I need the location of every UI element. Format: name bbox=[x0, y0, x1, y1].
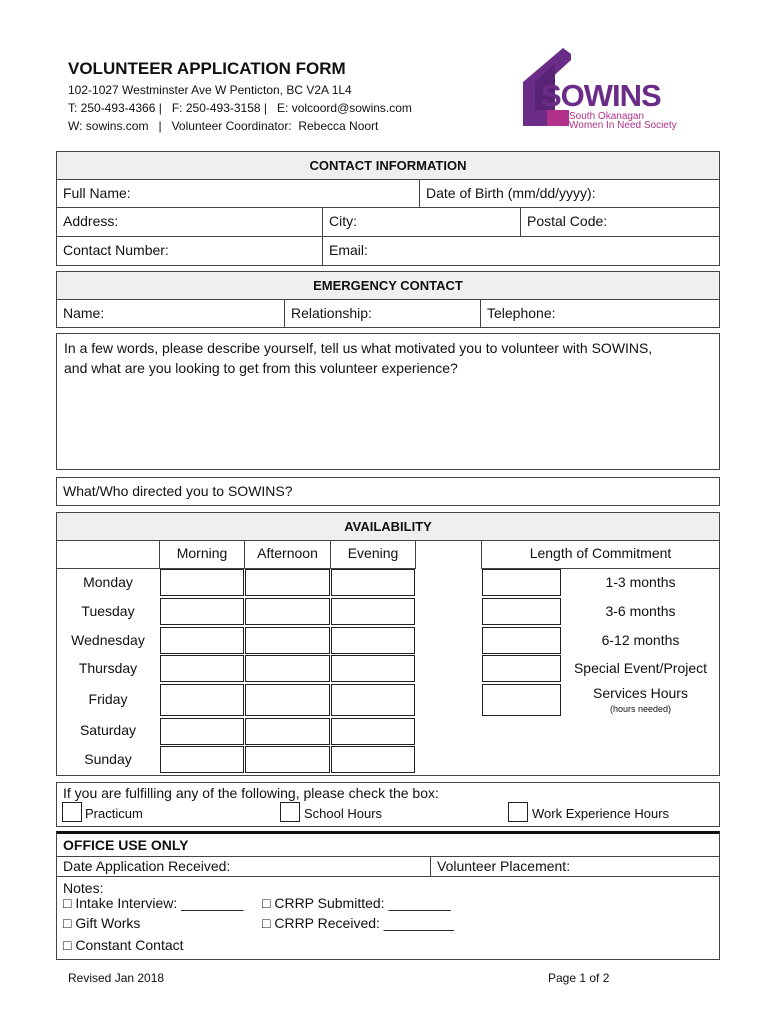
day-saturday: Saturday bbox=[79, 722, 137, 738]
crrp-submitted-item[interactable]: □ CRRP Submitted: ________ bbox=[262, 895, 451, 911]
thursday-evening-box[interactable] bbox=[331, 655, 415, 682]
thursday-afternoon-box[interactable] bbox=[245, 655, 330, 682]
city-field[interactable]: City: bbox=[322, 207, 521, 237]
address-field[interactable]: Address: bbox=[56, 207, 323, 237]
motivation-prompt-2: and what are you looking to get from this volunteer experience? bbox=[64, 360, 458, 376]
wednesday-evening-box[interactable] bbox=[331, 627, 415, 654]
gift-works-item[interactable]: □ Gift Works bbox=[63, 915, 141, 931]
work-experience-checkbox[interactable] bbox=[508, 802, 528, 822]
date-received-cell[interactable] bbox=[56, 856, 431, 877]
saturday-morning-box[interactable] bbox=[160, 718, 244, 745]
wednesday-afternoon-box[interactable] bbox=[245, 627, 330, 654]
tuesday-afternoon-box[interactable] bbox=[245, 598, 330, 625]
school-hours-checkbox[interactable] bbox=[280, 802, 300, 822]
day-thursday: Thursday bbox=[78, 660, 138, 676]
friday-evening-box[interactable] bbox=[331, 684, 415, 716]
emergency-heading: EMERGENCY CONTACT bbox=[56, 271, 720, 300]
crrp-received-item[interactable]: □ CRRP Received: _________ bbox=[262, 915, 454, 931]
sunday-morning-box[interactable] bbox=[160, 746, 244, 773]
page-number: Page 1 of 2 bbox=[548, 971, 610, 985]
org-phone-line: T: 250-493-4366 | F: 250-493-3158 | E: volcoord@sowins.com bbox=[68, 101, 412, 115]
work-experience-label: Work Experience Hours bbox=[532, 806, 670, 821]
tuesday-morning-box[interactable] bbox=[160, 598, 244, 625]
date-received-label: Date Application Received: bbox=[63, 858, 231, 874]
practicum-label: Practicum bbox=[85, 806, 143, 821]
org-web-line: W: sowins.com | Volunteer Coordinator: Rebecca Noort bbox=[68, 119, 379, 133]
commitment-services-box[interactable] bbox=[482, 684, 561, 716]
commitment-6-12-box[interactable] bbox=[482, 627, 561, 654]
motivation-textarea[interactable] bbox=[56, 333, 720, 470]
monday-morning-box[interactable] bbox=[160, 569, 244, 596]
postal-code-field[interactable]: Postal Code: bbox=[520, 207, 720, 237]
org-address: 102-1027 Westminster Ave W Penticton, BC V2A 1L4 bbox=[68, 83, 352, 97]
motivation-prompt-1: In a few words, please describe yourself, tell us what motivated you to volunteer with SOWINS, bbox=[64, 340, 653, 356]
office-use-heading: OFFICE USE ONLY bbox=[63, 837, 189, 853]
logo-tagline-2: Women In Need Society bbox=[569, 120, 677, 131]
monday-evening-box[interactable] bbox=[331, 569, 415, 596]
col-afternoon: Afternoon bbox=[244, 540, 331, 569]
monday-afternoon-box[interactable] bbox=[245, 569, 330, 596]
commitment-1-3-label: 1-3 months bbox=[605, 574, 676, 590]
sunday-afternoon-box[interactable] bbox=[245, 746, 330, 773]
friday-morning-box[interactable] bbox=[160, 684, 244, 716]
contact-heading: CONTACT INFORMATION bbox=[56, 151, 720, 180]
hours-needed-note: (hours needed) bbox=[609, 704, 672, 714]
day-sunday: Sunday bbox=[84, 751, 132, 767]
commitment-special-label: Special Event/Project bbox=[573, 660, 708, 676]
day-tuesday: Tuesday bbox=[81, 603, 135, 619]
commitment-6-12-label: 6-12 months bbox=[601, 632, 680, 648]
commitment-services-label: Services Hours bbox=[593, 685, 688, 701]
logo-tagline-1: South Okanagan bbox=[569, 111, 645, 122]
emergency-name-field[interactable]: Name: bbox=[56, 299, 285, 328]
constant-contact-item[interactable]: □ Constant Contact bbox=[63, 937, 184, 953]
commitment-heading: Length of Commitment bbox=[481, 540, 720, 569]
email-field[interactable]: Email: bbox=[322, 236, 720, 266]
logo-wordmark: SOWINS bbox=[541, 78, 661, 113]
commitment-special-box[interactable] bbox=[482, 655, 561, 682]
placement-cell[interactable] bbox=[430, 856, 720, 877]
saturday-afternoon-box[interactable] bbox=[245, 718, 330, 745]
commitment-3-6-label: 3-6 months bbox=[605, 603, 676, 619]
saturday-evening-box[interactable] bbox=[331, 718, 415, 745]
thursday-morning-box[interactable] bbox=[160, 655, 244, 682]
emergency-telephone-field[interactable]: Telephone: bbox=[480, 299, 720, 328]
school-hours-label: School Hours bbox=[304, 806, 383, 821]
practicum-checkbox[interactable] bbox=[62, 802, 82, 822]
form-title: VOLUNTEER APPLICATION FORM bbox=[68, 59, 346, 78]
intake-interview-item[interactable]: □ Intake Interview: ________ bbox=[63, 895, 244, 911]
dob-field[interactable]: Date of Birth (mm/dd/yyyy): bbox=[419, 179, 720, 208]
day-friday: Friday bbox=[88, 691, 128, 707]
relationship-field[interactable]: Relationship: bbox=[284, 299, 481, 328]
day-monday: Monday bbox=[83, 574, 133, 590]
contact-number-field[interactable]: Contact Number: bbox=[56, 236, 323, 266]
availability-heading: AVAILABILITY bbox=[56, 512, 720, 541]
wednesday-morning-box[interactable] bbox=[160, 627, 244, 654]
commitment-3-6-box[interactable] bbox=[482, 598, 561, 625]
full-name-field[interactable]: Full Name: bbox=[56, 179, 420, 208]
col-evening: Evening bbox=[330, 540, 416, 569]
fulfilling-prompt: If you are fulfilling any of the following, please check the box: bbox=[63, 785, 439, 801]
sunday-evening-box[interactable] bbox=[331, 746, 415, 773]
commitment-1-3-box[interactable] bbox=[482, 569, 561, 596]
notes-label: Notes: bbox=[63, 880, 104, 896]
friday-afternoon-box[interactable] bbox=[245, 684, 330, 716]
tuesday-evening-box[interactable] bbox=[331, 598, 415, 625]
col-morning: Morning bbox=[159, 540, 245, 569]
revised-date: Revised Jan 2018 bbox=[68, 971, 165, 985]
referral-field[interactable]: What/Who directed you to SOWINS? bbox=[56, 477, 720, 506]
placement-label: Volunteer Placement: bbox=[437, 858, 571, 874]
day-wednesday: Wednesday bbox=[71, 632, 145, 648]
sowins-logo bbox=[515, 46, 685, 134]
availability-corner bbox=[56, 540, 160, 569]
